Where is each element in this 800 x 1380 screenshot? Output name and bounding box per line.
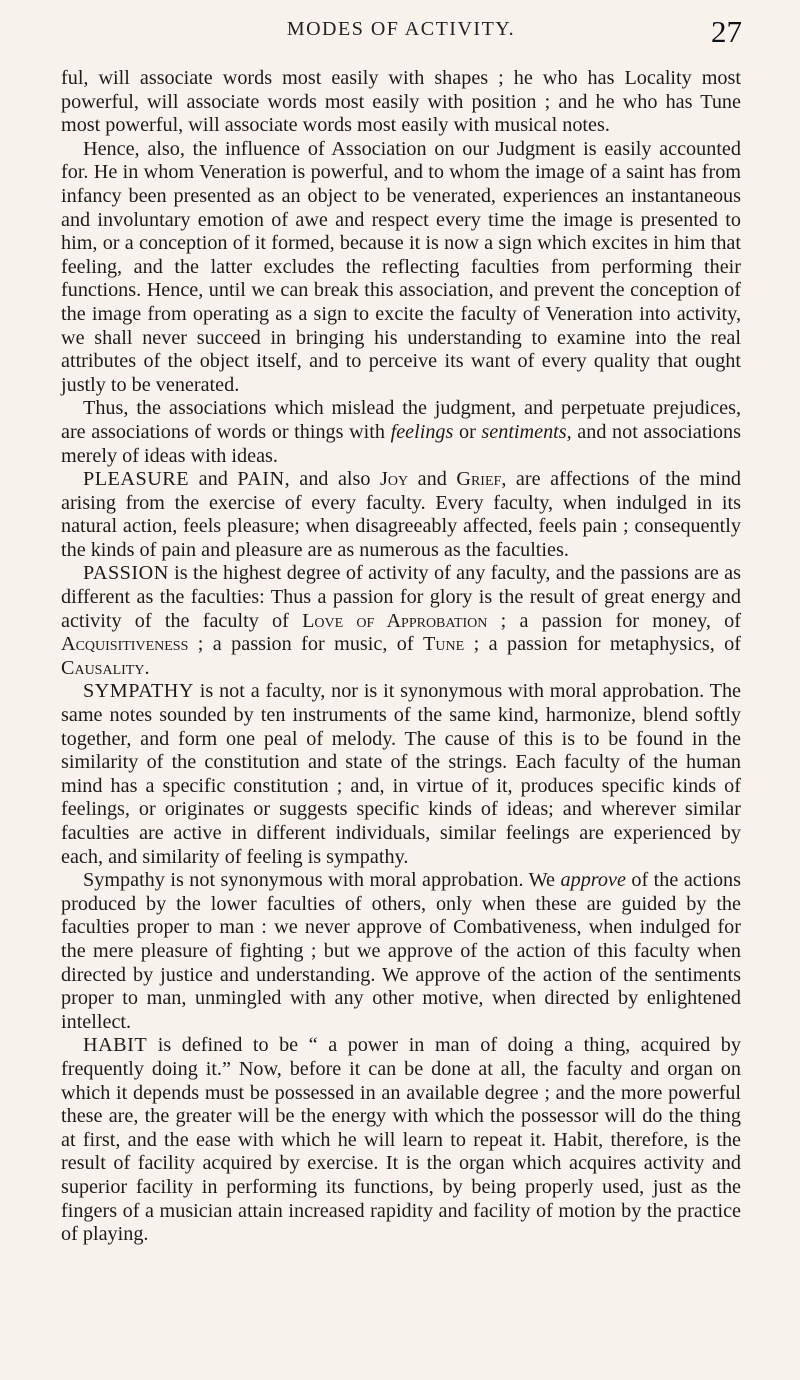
section-term: HABIT [83, 1034, 148, 1057]
italic-term: approve [560, 869, 626, 892]
text-run: Sympathy is not synonymous with moral approbation. We [83, 869, 561, 892]
paragraph-pleasure-pain [61, 468, 741, 562]
text-run: ; a passion for music, of [188, 633, 424, 656]
small-caps-term: Grief [456, 468, 502, 491]
text-run: of the actions produced by the lower faculties of others, only when these are guided by the faculties proper to man : we never approve of Combativeness, when indulged for the mere pleasure of fighting ; but we approve of the action of this faculty when directed by justice and understanding. We approve of the action of the sentiments proper to man, unmingled with any other motive, when directed by enlightened intellect. [61, 869, 741, 1033]
page-number: 27 [711, 14, 742, 49]
small-caps-term: Tune [423, 633, 465, 656]
text-run: ; a passion for money, of [487, 609, 741, 632]
section-term: PASSION [83, 562, 169, 585]
text-run: is the highest degree of activity of any faculty, and the passions are as different as the faculties: Thus a passion for glory is the result of great energy and activity of the faculty of [61, 562, 741, 632]
text-run: , are affections of the mind arising from the exercise of every faculty. Every faculty, when indulged in its natural action, feels pleasure; when disagreeably affected, feels pain ; consequently the kinds of pain and pleasure are as numerous as the faculties. [61, 468, 742, 561]
text-run: ; a passion for metaphysics, of [464, 633, 741, 656]
page-header [60, 14, 742, 50]
text-run: and [408, 468, 457, 491]
small-caps-term: Causality [61, 656, 145, 679]
paragraph-habit [61, 1034, 741, 1246]
small-caps-term: Love of Approbation [302, 609, 488, 632]
text-run: and not associations merely of ideas with ideas. [61, 420, 741, 467]
small-caps-term: Acquisitiveness [61, 633, 189, 656]
text-run: and [189, 468, 238, 491]
text-run: , and also [284, 468, 381, 491]
paragraph-sympathy [61, 680, 741, 869]
italic-term: feelings [390, 420, 454, 443]
paragraph-text: ful, will associate words most easily with shapes ; he who has Locality most powerful, will associate words most easily with position ; and he who has Tune most powerful, will associate words most easily with musical notes. [61, 67, 741, 137]
text-run: . [144, 656, 150, 679]
text-run: or [453, 420, 482, 443]
text-run: is not a faculty, nor is it synonymous with moral approbation. The same notes sounded by ten instruments of the same kind, harmonize, blend softly together, and form one peal of melody. The cause of this is to be found in the similarity of the constitution and state of the strings. Each faculty of the human mind has a specific constitution ; and, in virtue of it, produces specific kinds of feelings, or originates or suggests specific kinds of ideas; and wherever similar faculties are active in different individuals, similar feelings are experienced by each, and similarity of feeling is sympathy. [61, 680, 741, 868]
paragraph-text: Hence, also, the influence of Association on our Judgment is easily accounted for. He in whom Veneration is powerful, and to whom the image of a saint has from infancy been presented as an object to be venerated, experiences an instantaneous and involuntary emotion of awe and respect every time the image is presented to him, or a conception of it formed, because it is now a sign which excites in him that feeling, and the latter excludes the reflecting faculties from performing their functions. Hence, until we can break this association, and prevent the conception of the image from operating as a sign to excite the faculty of Veneration into activity, we shall never succeed in bringing his understanding to examine into the real attributes of the object itself, and to perceive its want of every quality that ought justly to be venerated. [61, 137, 741, 396]
running-title: MODES OF ACTIVITY. [286, 18, 516, 40]
small-caps-term: Joy [380, 468, 409, 491]
section-term: PAIN [237, 468, 285, 491]
section-term: PLEASURE [83, 468, 190, 491]
paragraph-associations-mislead [61, 397, 741, 468]
text-run: is defined to be “ a power in man of doing a thing, acquired by frequently doing it.” Now, before it can be done at all, the faculty and organ on which it depends must be possessed in an available degree ; and the more powerful these are, the greater will be the energy with which the possessor will do the thing at first, and the ease with which he will learn to repeat it. Habit, therefore, is the result of facility acquired by exercise. It is the organ which acquires activity and superior facility in performing its functions, by being properly used, just as the fingers of a musician attain increased rapidity and facility of motion by the practice of playing. [61, 1034, 741, 1246]
text-run: Thus, the associations which mislead the judgment, and perpetuate prejudices, are associations of words or things with [61, 397, 741, 443]
paragraph-passion [61, 562, 741, 680]
paragraph-approbation [61, 869, 741, 1034]
body-text [61, 67, 741, 1247]
section-term: SYMPATHY [83, 680, 194, 703]
paragraph-continuation [61, 67, 741, 138]
italic-term: sentiments, [481, 420, 572, 443]
paragraph-association-judgment [61, 138, 741, 398]
